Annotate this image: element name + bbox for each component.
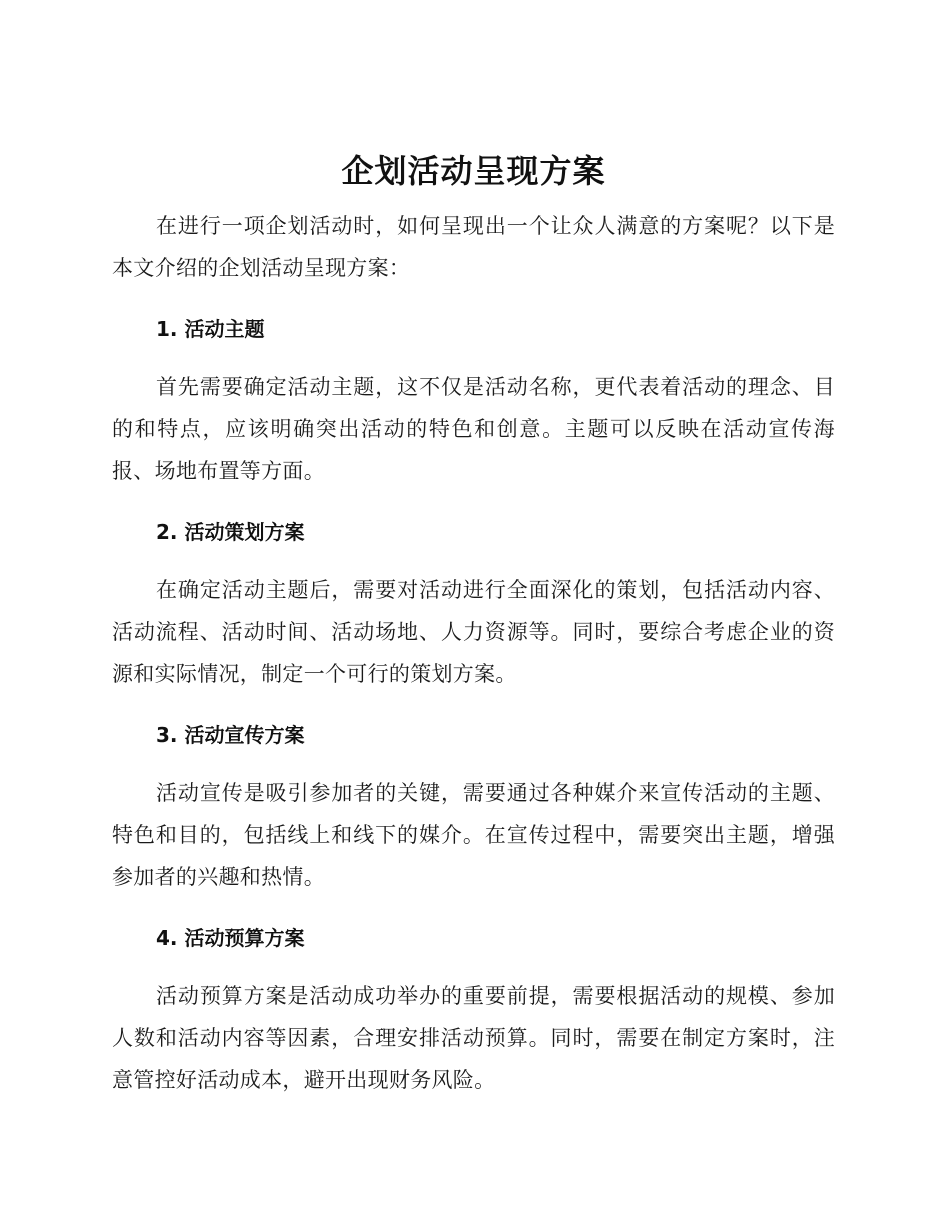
document-title: 企划活动呈现方案	[341, 152, 606, 190]
section-heading: 3. 活动宣传方案	[156, 723, 305, 747]
section-heading: 1. 活动主题	[156, 317, 265, 341]
section-heading: 4. 活动预算方案	[156, 926, 305, 950]
intro-paragraph: 在进行一项企划活动时，如何呈现出一个让众人满意的方案呢？以下是本文介绍的企划活动呈现方案：	[112, 214, 835, 280]
section-activity-theme	[112, 315, 835, 492]
section-activity-planning	[112, 518, 835, 695]
section-activity-promotion	[112, 721, 835, 898]
section-heading: 2. 活动策划方案	[156, 520, 305, 544]
section-activity-budget	[112, 924, 835, 1101]
section-paragraph: 活动预算方案是活动成功举办的重要前提，需要根据活动的规模、参加人数和活动内容等因素，合理安排活动预算。同时，需要在制定方案时，注意管控好活动成本，避开出现财务风险。	[112, 984, 835, 1092]
section-paragraph: 首先需要确定活动主题，这不仅是活动名称，更代表着活动的理念、目的和特点，应该明确突出活动的特色和创意。主题可以反映在活动宣传海报、场地布置等方面。	[112, 375, 835, 483]
section-paragraph: 活动宣传是吸引参加者的关键，需要通过各种媒介来宣传活动的主题、特色和目的，包括线上和线下的媒介。在宣传过程中，需要突出主题，增强参加者的兴趣和热情。	[112, 781, 835, 889]
section-paragraph: 在确定活动主题后，需要对活动进行全面深化的策划，包括活动内容、活动流程、活动时间、活动场地、人力资源等。同时，要综合考虑企业的资源和实际情况，制定一个可行的策划方案。	[112, 578, 835, 686]
